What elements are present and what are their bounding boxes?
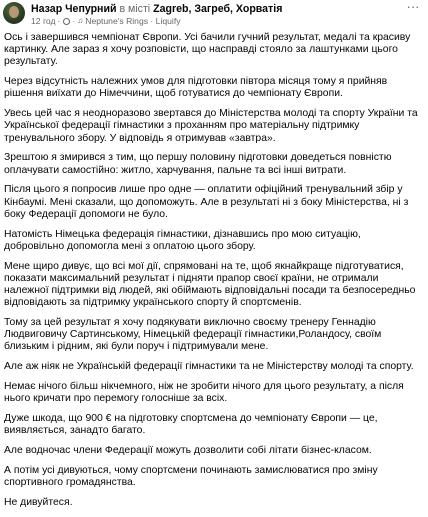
location-name[interactable]: Zagreb, Загреб, Хорватія [153, 3, 283, 15]
post-paragraph: Мене щиро дивує, що всі мої дії, спрямовані на те, щоб якнайкраще підготуватися, показати максимальний результат і підняти прапор своєї країни, не отримали належної підтримки від людей, які обіймають відповідальні посади та безпосередньо відповідають за підтримку українського спорту й спортсменів. [4, 260, 416, 309]
post-paragraph: Зрештою я змирився з тим, що першу половину підготовки доведеться повністю оплачувати самостійно: житло, харчування, пальне та всі інші витрати. [4, 152, 392, 176]
music-note-icon: ♫ [77, 16, 84, 25]
music-track[interactable]: Neptune's Rings · Liquify [85, 16, 181, 26]
more-options-icon[interactable]: ··· [406, 0, 420, 14]
globe-icon [63, 18, 70, 25]
post-body [4, 32, 420, 517]
post-paragraph: Дуже шкода, що 900 € на підготовку спортсмена до чемпіонату Європи — це, виявляється, занадто багато. [4, 413, 378, 437]
author-line [31, 3, 282, 15]
post-paragraph: А потім усі дивуються, чому спортсмени починають замислюватися про зміну спортивного громадянства. [4, 464, 378, 489]
separator-dot-2: · [72, 16, 76, 26]
post-paragraph: Натомість Німецька федерація гімнастики, дізнавшись про мою ситуацію, добровільно допомогла мені з оплатою цього збору. [4, 228, 361, 252]
location-prefix: в місті [119, 3, 151, 15]
post-meta [31, 16, 181, 26]
post-paragraph: Немає нічого більш нікчемного, ніж не зробити нічого для цього результату, а після нього кричати про перемогу голосніше за всіх. [4, 381, 404, 405]
separator-dot: · [57, 16, 61, 26]
post-paragraph: Через відсутність належних умов для підготовки півтора місяця тому я прийняв рішення виїхати до Німеччини, щоб готуватися до чемпіонату Європи. [4, 76, 388, 100]
post-paragraph: Після цього я попросив лише про одне — оплатити офіційний тренувальний збір у Кінбаумі. Мені сказали, що допоможуть. Але в результаті ні з боку Міністерства, ні з боку Федерації допомоги не було. [4, 184, 409, 220]
post-paragraph: Не дивуйтеся. [4, 496, 73, 508]
post-paragraph: Але водночас члени Федерації можуть дозволити собі літати бізнес-класом. [4, 445, 372, 457]
author-avatar[interactable] [3, 2, 25, 24]
post-paragraph: Увесь цей час я неодноразово звертався до Міністерства молоді та спорту України та Української федерації гімнастики з проханням про матеріальну підтримку тренувального збору. У відповідь я отримував «завтра». [4, 108, 418, 144]
post-header [0, 0, 428, 30]
post-time[interactable]: 12 год [31, 16, 56, 26]
post-paragraph: Але аж ніяк не Українській федерації гімнастики та не Міністерству молоді та спорту. [4, 361, 414, 373]
post-paragraph: Тому за цей результат я хочу подякувати виключно своєму тренеру Геннадію Людвиговичу Сартинському, Німецькій федерації гімнастики,Роландосу, своїм близьким і рідним, які були поруч і підтримували мене. [4, 317, 382, 353]
post-paragraph: Ось і завершився чемпіонат Європи. Усі бачили гучний результат, медалі та красиву картинку. Але зараз я хочу розповісти, що насправді стояло за лаштунками цього результату. [4, 32, 411, 68]
author-name[interactable]: Назар Чепурний [31, 3, 117, 15]
